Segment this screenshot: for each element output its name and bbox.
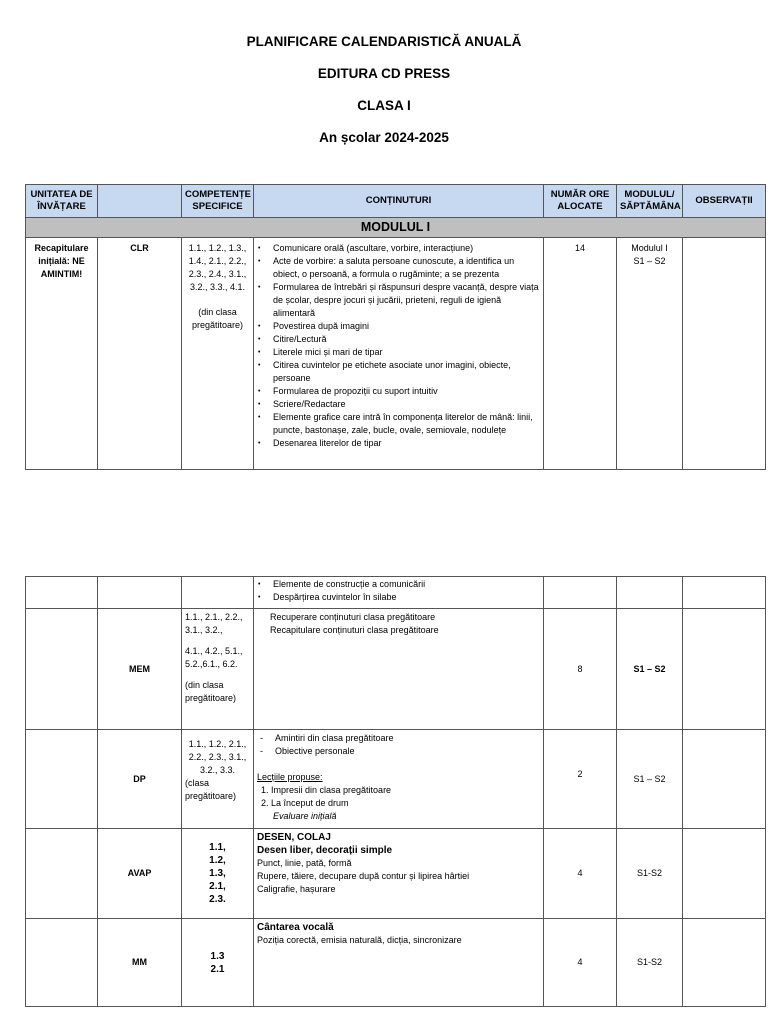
competente-note: (clasa pregătitoare) — [185, 778, 237, 801]
competente-cell — [182, 577, 254, 609]
subject-cell: DP — [98, 730, 182, 829]
lectii-label: Lecțiile propuse: — [257, 772, 323, 782]
column-header-unit: UNITATEA DE ÎNVĂȚARE — [26, 185, 98, 218]
continuturi-cell — [254, 730, 544, 829]
table-row — [26, 577, 766, 609]
modul-row — [26, 218, 766, 238]
continuturi-line: Recapitulare conținuturi clasa pregătitoare — [270, 625, 439, 635]
continuturi-list — [257, 242, 540, 450]
saptamana-value: S1 – S2 — [633, 256, 666, 266]
continuturi-heading-2: Desen liber, decorații simple — [257, 845, 393, 856]
list-item: • Elemente grafice care intră în componența literelor de mână: linii, puncte, bastonașe, zale, bucle, ovale, semiovale, nodulețe — [257, 411, 540, 437]
saptamana-cell: S1-S2 — [617, 919, 683, 1007]
continuturi-line: Punct, linie, pată, formă — [257, 858, 352, 868]
modul-cell — [617, 238, 683, 470]
subject-cell: AVAP — [98, 829, 182, 919]
saptamana-cell: S1 – S2 — [617, 730, 683, 829]
competenta-item: 2.1 — [210, 963, 225, 975]
continuturi-dash-list — [257, 732, 540, 758]
unit-cell — [26, 730, 98, 829]
competenta-item: 2.3. — [209, 894, 226, 905]
table-row-mem — [26, 609, 766, 730]
saptamana-cell: S1-S2 — [617, 829, 683, 919]
competente-list — [185, 841, 250, 906]
competente-cell — [182, 919, 254, 1007]
competente-list — [185, 950, 250, 976]
competenta-item: 1.3, — [209, 868, 226, 879]
planning-table-1 — [25, 184, 766, 470]
column-header-continuturi: CONȚINUTURI — [254, 185, 544, 218]
list-item: • Citire/Lectură — [257, 333, 540, 346]
continuturi-heading: DESEN, COLAJ — [257, 832, 331, 843]
unit-cell: Recapitulare inițială: NE AMINTIM! — [26, 238, 98, 470]
unit-cell — [26, 919, 98, 1007]
ore-cell: 2 — [544, 730, 617, 829]
planning-table-2 — [25, 576, 766, 1007]
competenta-item: 1.1, — [209, 842, 226, 853]
competente-list-2: 4.1., 4.2., 5.1., 5.2.,6.1., 6.2. — [185, 646, 243, 669]
observatii-cell — [683, 238, 766, 470]
list-item: • Scriere/Redactare — [257, 398, 540, 411]
observatii-cell — [683, 609, 766, 730]
subject-cell: CLR — [98, 238, 182, 470]
competente-cell — [182, 609, 254, 730]
competenta-item: 2.1, — [209, 881, 226, 892]
list-item: • Despărțirea cuvintelor în silabe — [257, 591, 540, 604]
competenta-item: 1.2, — [209, 855, 226, 866]
continuturi-cell — [254, 238, 544, 470]
list-item: • Elemente de construcție a comunicării — [257, 578, 540, 591]
class-title: CLASA I — [357, 98, 411, 113]
observatii-cell — [683, 577, 766, 609]
publisher-title: EDITURA CD PRESS — [317, 66, 451, 81]
competente-note: (din clasa pregătitoare) — [185, 680, 237, 703]
ore-cell: 14 — [544, 238, 617, 470]
school-year-title: An școlar 2024-2025 — [319, 130, 449, 145]
list-item: • Formularea de propoziții cu suport intuitiv — [257, 385, 540, 398]
list-item: • Comunicare orală (ascultare, vorbire, interacțiune) — [257, 242, 540, 255]
column-header-subject — [98, 185, 182, 218]
competente-cell — [182, 829, 254, 919]
continuturi-cell — [254, 829, 544, 919]
observatii-cell — [683, 829, 766, 919]
table-row — [26, 238, 766, 470]
continuturi-cell — [254, 609, 544, 730]
evaluare-label: Evaluare inițială — [273, 811, 337, 821]
ore-cell: 4 — [544, 829, 617, 919]
list-item: • Povestirea după imagini — [257, 320, 540, 333]
list-item: • Desenarea literelor de tipar — [257, 437, 540, 450]
competente-list: 1.1., 1.2., 2.1., 2.2., 2.3., 3.1., 3.2., 3.3. — [188, 739, 247, 775]
observatii-cell — [683, 730, 766, 829]
competente-note: (din clasa pregătitoare) — [191, 307, 244, 330]
list-item: • Formularea de întrebări și răspunsuri despre vacanță, despre viața de școlar, despre jocuri și jucării, prieteni, reguli de igienă alimentară — [257, 281, 540, 320]
continuturi-list — [257, 578, 540, 604]
modul-label: MODULUL I — [26, 218, 766, 238]
observatii-cell — [683, 919, 766, 1007]
competente-list: 1.1., 2.1., 2.2., 3.1., 3.2., — [185, 612, 243, 635]
saptamana-cell: S1 – S2 — [617, 609, 683, 730]
unit-cell — [26, 577, 98, 609]
continuturi-line: Recuperare conținuturi clasa pregătitoare — [270, 612, 436, 622]
document-title: PLANIFICARE CALENDARISTICĂ ANUALĂ — [246, 34, 522, 49]
continuturi-line: Rupere, tăiere, decupare după contur și lipirea hârtiei — [257, 871, 470, 881]
list-item: • Literele mici și mari de tipar — [257, 346, 540, 359]
list-item: - Amintiri din clasa pregătitoare — [257, 732, 540, 745]
competenta-item: 1.3 — [210, 950, 225, 962]
column-header-modul: MODULUL/ SĂPTĂMÂNA — [617, 185, 683, 218]
continuturi-line: Poziția corectă, emisia naturală, dicția, sincronizare — [257, 935, 462, 945]
continuturi-cell — [254, 577, 544, 609]
table-row-avap — [26, 829, 766, 919]
continuturi-cell — [254, 919, 544, 1007]
unit-cell — [26, 609, 98, 730]
list-item: • Acte de vorbire: a saluta persoane cunoscute, a identifica un obiect, o persoană, a formula o rugăminte; a se prezenta — [257, 255, 540, 281]
ore-cell: 4 — [544, 919, 617, 1007]
subject-cell: MM — [98, 919, 182, 1007]
lectie-item: 2. La început de drum — [261, 798, 349, 808]
continuturi-line: Caligrafie, hașurare — [257, 884, 336, 894]
list-item: • Citirea cuvintelor pe etichete asociate unor imagini, obiecte, persoane — [257, 359, 540, 385]
modul-value: Modulul I — [631, 243, 668, 253]
list-item: - Obiective personale — [257, 745, 540, 758]
competente-list: 1.1., 1.2., 1.3., 1.4., 2.1., 2.2., 2.3., 2.4., 3.1., 3.2., 3.3., 4.1. — [188, 243, 247, 292]
modul-cell — [617, 577, 683, 609]
competente-cell — [182, 238, 254, 470]
table-row-mm — [26, 919, 766, 1007]
ore-cell: 8 — [544, 609, 617, 730]
subject-cell — [98, 577, 182, 609]
column-header-competente: COMPETENȚE SPECIFICE — [182, 185, 254, 218]
column-header-ore: NUMĂR ORE ALOCATE — [544, 185, 617, 218]
table-header-row — [26, 185, 766, 218]
column-header-observatii: OBSERVAȚII — [683, 185, 766, 218]
unit-cell — [26, 829, 98, 919]
ore-cell — [544, 577, 617, 609]
subject-cell: MEM — [98, 609, 182, 730]
continuturi-heading: Cântarea vocală — [257, 922, 334, 933]
lectie-item: 1. Impresii din clasa pregătitoare — [261, 785, 392, 795]
table-row-dp — [26, 730, 766, 829]
competente-cell — [182, 730, 254, 829]
